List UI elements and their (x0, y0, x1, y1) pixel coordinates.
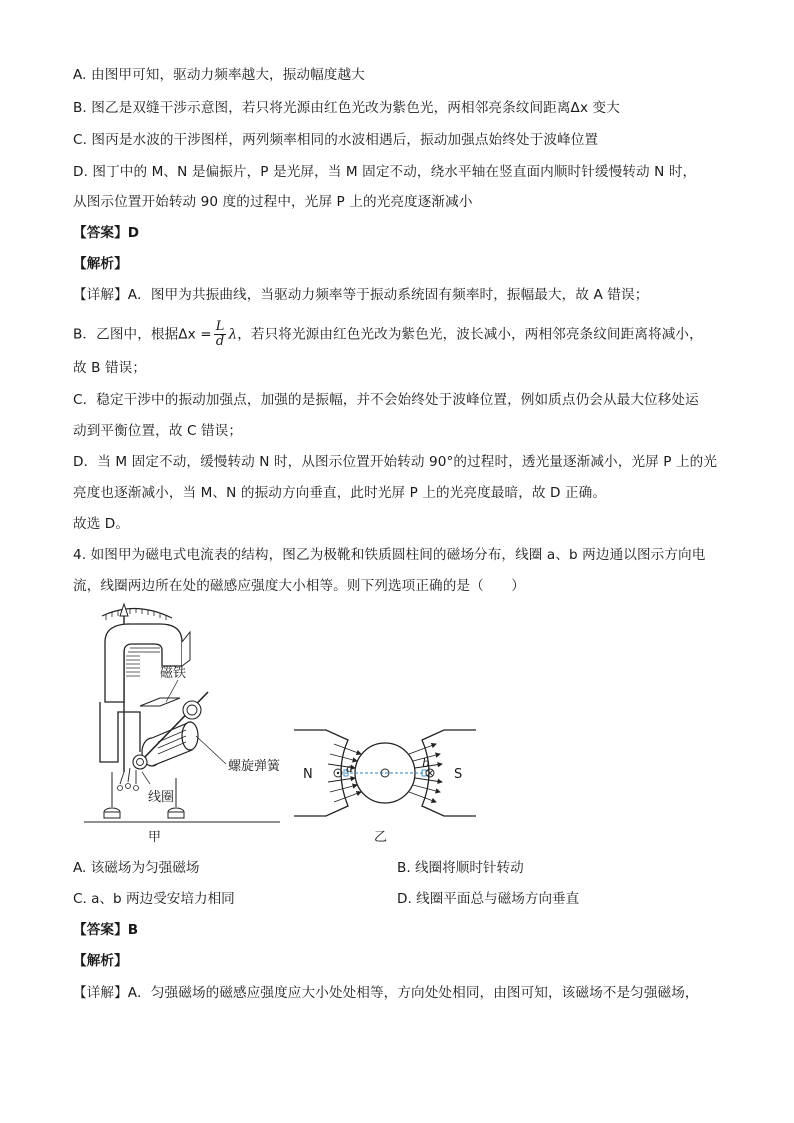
q4-stem-line1: 4. 如图甲为磁电式电流表的结构，图乙为极靴和铁质圆柱间的磁场分布，线圈 a、b 两边通以图示方向电 (73, 547, 706, 563)
caption-figure-a: 甲 (148, 830, 162, 845)
label-magnet: 磁铁 (160, 666, 187, 681)
q3-conclusion: 故选 D。 (73, 516, 130, 532)
q3-analysis-heading: 【解析】 (73, 256, 128, 272)
caption-figure-b: 乙 (374, 830, 388, 845)
formula-denominator: d (215, 334, 225, 349)
q4-analysis-heading: 【解析】 (73, 953, 128, 969)
pole-s-label: S (454, 767, 463, 782)
q4-option-d: D. 线圈平面总与磁场方向垂直 (397, 891, 580, 907)
side-a-label: a (346, 761, 354, 775)
q3-option-b: B. 图乙是双缝干涉示意图，若只将光源由红色光改为紫色光，两相邻亮条纹间距离Δx 变大 (73, 100, 620, 116)
q4-detail-a: 【详解】A．匀强磁场的磁感应强度应大小处处相等，方向处处相同，由图可知，该磁场不是匀强磁场， (73, 985, 699, 1001)
q3-detail-b-line1 (73, 320, 703, 349)
q3-detail-a: 【详解】A．图甲为共振曲线，当驱动力频率等于振动系统固有频率时，振幅最大，故 A 错误； (73, 287, 649, 303)
side-b-label: b (422, 756, 430, 770)
pole-n-label: N (303, 767, 313, 782)
q3-detail-d-line2: 亮度也逐渐减小，当 M、N 的振动方向垂直，此时光屏 P 上的光亮度最暗，故 D 正确。 (73, 485, 607, 501)
q4-option-a: A. 该磁场为匀强磁场 (73, 860, 200, 876)
q3-detail-b-post: ，若只将光源由红色光改为紫色光，波长减小，两相邻亮条纹间距离将减小， (237, 326, 703, 343)
q3-option-c: C. 图丙是水波的干涉图样，两列频率相同的水波相遇后，振动加强点始终处于波峰位置 (73, 132, 599, 148)
q3-option-d-line2: 从图示位置开始转动 90 度的过程中，光屏 P 上的光亮度逐渐减小 (73, 194, 473, 210)
q3-detail-c-line2: 动到平衡位置，故 C 错误； (73, 423, 243, 439)
q3-detail-b-line2: 故 B 错误； (73, 360, 147, 376)
label-coil: 线圈 (148, 790, 175, 805)
q4-stem-line2: 流，线圈两边所在处的磁感应强度大小相等。则下列选项正确的是（ ） (73, 578, 525, 594)
q3-answer: 【答案】D (73, 225, 140, 241)
q3-detail-c-line1: C．稳定干涉中的振动加强点，加强的是振幅，并不会始终处于波峰位置，例如质点仍会从最大位移处运 (73, 392, 699, 408)
q4-option-c: C. a、b 两边受安培力相同 (73, 891, 235, 907)
q3-option-d-line1: D. 图丁中的 M、N 是偏振片，P 是光屏，当 M 固定不动，绕水平轴在竖直面内顺时针缓慢转动 N 时， (73, 164, 697, 180)
figure-magnetic-field (290, 720, 480, 828)
q3-option-a: A. 由图甲可知，驱动力频率越大，振动幅度越大 (73, 67, 365, 83)
label-spiral-spring: 螺旋弹簧 (228, 759, 281, 774)
q3-detail-b-pre: B．乙图中，根据Δx = (73, 326, 212, 343)
formula-numerator: L (215, 319, 225, 334)
q3-detail-d-line1: D．当 M 固定不动，缓慢转动 N 时，从图示位置开始转动 90°的过程时，透光量逐渐减小，光屏 P 上的光 (73, 454, 718, 470)
figure-galvanometer (80, 602, 290, 842)
formula-lambda: λ (228, 326, 238, 343)
q4-answer: 【答案】B (73, 922, 139, 938)
formula-fraction (214, 320, 227, 349)
q4-option-b: B. 线圈将顺时针转动 (397, 860, 524, 876)
